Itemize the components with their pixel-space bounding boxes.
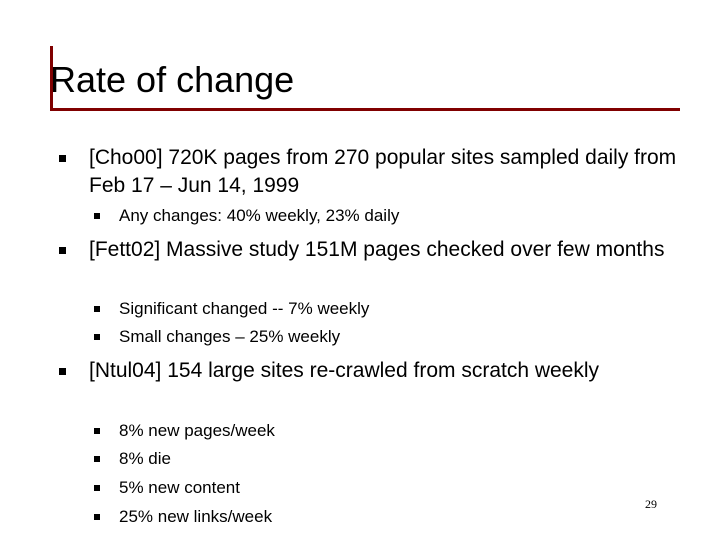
square-bullet-icon [59,247,66,254]
sub-bullet-item [119,298,679,320]
bullet-text: [Cho00] 720K pages from 270 popular sites sampled daily from Feb 17 – Jun 14, 1999 [89,146,677,197]
square-bullet-icon [94,334,100,340]
bullet-item [89,236,689,264]
sub-bullet-item [119,326,679,348]
square-bullet-icon [94,213,100,219]
sub-bullet-item [119,205,679,227]
sub-bullet-item [119,420,679,442]
sub-bullet-text: 8% die [119,449,171,468]
square-bullet-icon [94,485,100,491]
slide-title: Rate of change [50,59,295,100]
sub-bullet-text: 25% new links/week [119,507,273,526]
bullet-text: [Ntul04] 154 large sites re-crawled from scratch weekly [89,359,600,382]
title-underline-rule [50,108,680,111]
square-bullet-icon [94,428,100,434]
square-bullet-icon [94,456,100,462]
sub-bullet-text: 5% new content [119,478,240,497]
sub-bullet-text: Any changes: 40% weekly, 23% daily [119,206,400,225]
bullet-item [89,357,689,385]
sub-bullet-item [119,448,679,470]
page-number: 29 [645,497,657,511]
sub-bullet-text: Significant changed -- 7% weekly [119,299,370,318]
square-bullet-icon [59,368,66,375]
sub-bullet-text: Small changes – 25% weekly [119,327,341,346]
bullet-item [89,144,689,200]
sub-bullet-text: 8% new pages/week [119,421,275,440]
sub-bullet-item [119,477,679,499]
bullet-text: [Fett02] Massive study 151M pages checked over few months [89,238,665,261]
square-bullet-icon [59,155,66,162]
sub-bullet-item [119,506,679,528]
square-bullet-icon [94,306,100,312]
square-bullet-icon [94,514,100,520]
